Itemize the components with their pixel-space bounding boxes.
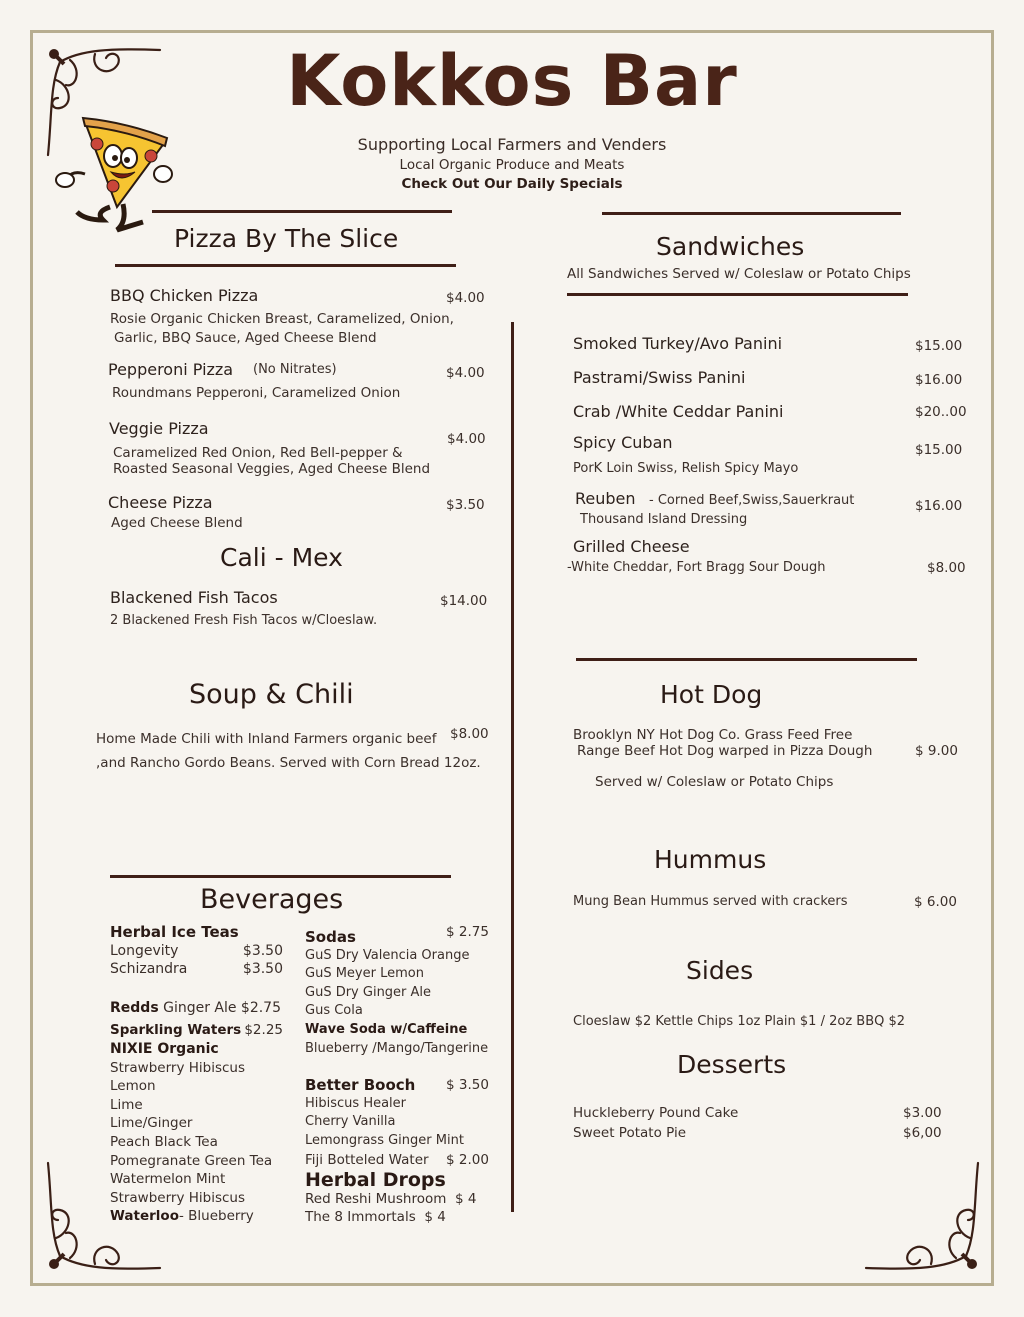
- beverage-name: Strawberry Hibiscus: [110, 1189, 246, 1206]
- beverages-top-rule: [110, 875, 451, 878]
- beverage-price: $2.75: [240, 999, 281, 1016]
- beverage-price: $2.25: [244, 1022, 283, 1039]
- menu-item-desc: Rosie Organic Chicken Breast, Caramelized, Onion,: [110, 311, 454, 327]
- beverage-name: Cherry Vanilla: [305, 1114, 396, 1130]
- menu-item-name: Pastrami/Swiss Panini: [573, 368, 746, 387]
- beverages-right-column: [305, 923, 495, 1227]
- soup-heading: Soup & Chili: [189, 679, 354, 710]
- menu-item-name: BBQ Chicken Pizza: [110, 286, 259, 305]
- beverage-price: $ 3.50: [446, 1077, 489, 1094]
- menu-item-price: $6,00: [903, 1125, 942, 1141]
- menu-item-name: Sweet Potato Pie: [573, 1125, 687, 1141]
- beverage-price: $ 4: [424, 1209, 446, 1226]
- pizza-top-rule: [152, 210, 452, 213]
- menu-item-inline-desc: - Corned Beef,Swiss,Sauerkraut: [649, 493, 855, 508]
- sandwiches-subheading: All Sandwiches Served w/ Coleslaw or Potato Chips: [567, 266, 911, 282]
- menu-item-name: Smoked Turkey/Avo Panini: [573, 334, 783, 353]
- beverage-price: $ 2.00: [446, 1151, 489, 1168]
- hummus-price: $ 6.00: [914, 894, 957, 910]
- beverage-name: GuS Meyer Lemon: [305, 966, 424, 982]
- beverage-name: Red Reshi Mushroom: [305, 1190, 447, 1207]
- beverage-price: $3.50: [242, 942, 283, 959]
- beverage-row: [305, 1190, 495, 1209]
- desserts-heading: Desserts: [677, 1050, 787, 1079]
- beverage-price: $3.50: [242, 961, 283, 978]
- beverages-left-column: [110, 923, 290, 1226]
- tagline-farmers: Supporting Local Farmers and Venders: [357, 135, 667, 154]
- beverage-name: Fiji Botteled Water: [305, 1151, 429, 1168]
- beverage-name: Lime: [110, 1096, 143, 1113]
- beverage-row: [110, 1021, 283, 1040]
- sodas-title: Sodas: [305, 928, 356, 946]
- menu-item-price: $14.00: [440, 593, 488, 609]
- menu-item-price: $3.00: [903, 1105, 942, 1121]
- menu-item-price: $4.00: [446, 365, 485, 381]
- beverage-price: $ 2.75: [446, 924, 489, 940]
- menu-item-desc: Thousand Island Dressing: [580, 512, 748, 527]
- beverage-row: [110, 999, 281, 1018]
- menu-item-name: Reuben: [575, 489, 636, 508]
- beverage-name: Pomegranate Green Tea: [110, 1152, 273, 1169]
- hot-dog-desc: Brooklyn NY Hot Dog Co. Grass Feed Free: [573, 727, 853, 743]
- hot-dog-served: Served w/ Coleslaw or Potato Chips: [595, 774, 834, 790]
- sparkling-waters-title: Sparkling Waters: [110, 1022, 242, 1039]
- beverage-name: Watermelon Mint: [110, 1171, 226, 1188]
- beverage-row: [305, 1076, 489, 1095]
- column-divider: [511, 322, 514, 1212]
- tagline-specials: Check Out Our Daily Specials: [401, 176, 623, 192]
- menu-item-name: Crab /White Ceddar Panini: [573, 402, 784, 421]
- nixie-title: NIXIE Organic: [110, 1040, 219, 1057]
- beverage-row: [110, 942, 283, 961]
- beverage-name: Blueberry /Mango/Tangerine: [305, 1040, 489, 1056]
- menu-item-price: $4.00: [446, 290, 485, 306]
- beverage-name: Lime/Ginger: [110, 1115, 193, 1132]
- pizza-bottom-rule: [115, 264, 456, 267]
- restaurant-title: Kokkos Bar: [286, 40, 738, 122]
- hot-dog-top-rule: [576, 658, 917, 661]
- beverage-name: Longevity: [110, 942, 179, 959]
- redds-name: Ginger Ale: [158, 999, 237, 1016]
- menu-item-price: $15.00: [915, 338, 963, 354]
- beverage-name: Peach Black Tea: [110, 1133, 218, 1150]
- herbal-ice-teas-title: Herbal Ice Teas: [110, 923, 239, 941]
- soup-desc: Home Made Chili with Inland Farmers organic beef: [96, 731, 437, 747]
- beverage-price: $ 4: [454, 1190, 477, 1207]
- corner-ornament-bottom-right-icon: [856, 1158, 986, 1278]
- menu-item-price: $15.00: [915, 442, 963, 458]
- hot-dog-desc: Range Beef Hot Dog warped in Pizza Dough: [577, 743, 873, 759]
- menu-item-desc: -White Cheddar, Fort Bragg Sour Dough: [567, 560, 826, 575]
- beverage-name: Strawberry Hibiscus: [110, 1059, 246, 1076]
- redds-brand: Redds: [110, 999, 159, 1016]
- beverage-name: The 8 Immortals: [305, 1209, 416, 1226]
- soup-desc: ,and Rancho Gordo Beans. Served with Corn Bread 12oz.: [96, 755, 481, 771]
- menu-item-desc: PorK Loin Swiss, Relish Spicy Mayo: [573, 461, 799, 476]
- beverage-name: Lemon: [110, 1078, 156, 1095]
- menu-item-name: Cheese Pizza: [108, 493, 213, 512]
- beverage-name: GuS Dry Valencia Orange: [305, 947, 470, 963]
- tagline-organic: Local Organic Produce and Meats: [399, 157, 625, 173]
- menu-item-desc: Aged Cheese Blend: [111, 515, 243, 531]
- menu-item-name: Huckleberry Pound Cake: [573, 1105, 739, 1121]
- beverage-name: Schizandra: [110, 961, 188, 978]
- menu-item-name: Spicy Cuban: [573, 433, 673, 452]
- menu-item-price: $3.50: [446, 497, 485, 513]
- menu-item-desc: 2 Blackened Fresh Fish Tacos w/Cloeslaw.: [110, 613, 378, 628]
- waterloo-flavor: - Blueberry: [178, 1208, 254, 1225]
- hot-dog-price: $ 9.00: [915, 743, 958, 759]
- waterloo-brand: Waterloo: [110, 1208, 179, 1225]
- menu-item-price: $16.00: [915, 498, 963, 514]
- beverage-name: GuS Dry Ginger Ale: [305, 984, 432, 1000]
- hummus-heading: Hummus: [654, 845, 767, 874]
- menu-item-desc: Roundmans Pepperoni, Caramelized Onion: [112, 385, 401, 401]
- beverage-row: [305, 1208, 495, 1227]
- menu-item-desc: Garlic, BBQ Sauce, Aged Cheese Blend: [114, 330, 377, 346]
- menu-item-price: $4.00: [447, 431, 486, 447]
- sandwiches-heading: Sandwiches: [656, 232, 805, 261]
- cali-mex-heading: Cali - Mex: [220, 543, 343, 572]
- menu-item-note: (No Nitrates): [253, 362, 337, 377]
- sides-line: Cloeslaw $2 Kettle Chips 1oz Plain $1 / 2oz BBQ $2: [573, 1014, 906, 1029]
- beverage-name: Lemongrass Ginger Mint: [305, 1132, 464, 1148]
- beverages-heading: Beverages: [200, 884, 344, 915]
- beverage-name: Hibiscus Healer: [305, 1095, 407, 1111]
- menu-item-price: $16.00: [915, 372, 963, 388]
- sandwiches-bottom-rule: [567, 293, 908, 296]
- beverage-name: Gus Cola: [305, 1003, 363, 1019]
- soup-price: $8.00: [450, 726, 489, 742]
- better-booch-title: Better Booch: [305, 1076, 416, 1095]
- menu-item-price: $20..00: [915, 404, 967, 420]
- menu-item-name: Grilled Cheese: [573, 537, 690, 556]
- pizza-heading: Pizza By The Slice: [174, 224, 399, 253]
- beverage-row: [110, 960, 283, 979]
- menu-item-name: Pepperoni Pizza: [108, 360, 234, 379]
- beverage-row: [305, 1151, 489, 1170]
- menu-item-name: Blackened Fish Tacos: [110, 588, 278, 607]
- menu-item-name: Veggie Pizza: [109, 419, 209, 438]
- sandwiches-top-rule: [602, 212, 901, 215]
- menu-item-price: $8.00: [927, 560, 966, 576]
- wave-soda-title: Wave Soda w/Caffeine: [305, 1021, 468, 1037]
- beverage-row: [305, 923, 489, 947]
- hot-dog-heading: Hot Dog: [660, 680, 763, 709]
- menu-item-desc: Roasted Seasonal Veggies, Aged Cheese Blend: [113, 461, 431, 477]
- herbal-drops-title: Herbal Drops: [305, 1169, 446, 1192]
- sides-heading: Sides: [686, 956, 754, 985]
- menu-item-desc: Caramelized Red Onion, Red Bell-pepper &: [113, 445, 403, 461]
- hummus-desc: Mung Bean Hummus served with crackers: [573, 894, 848, 909]
